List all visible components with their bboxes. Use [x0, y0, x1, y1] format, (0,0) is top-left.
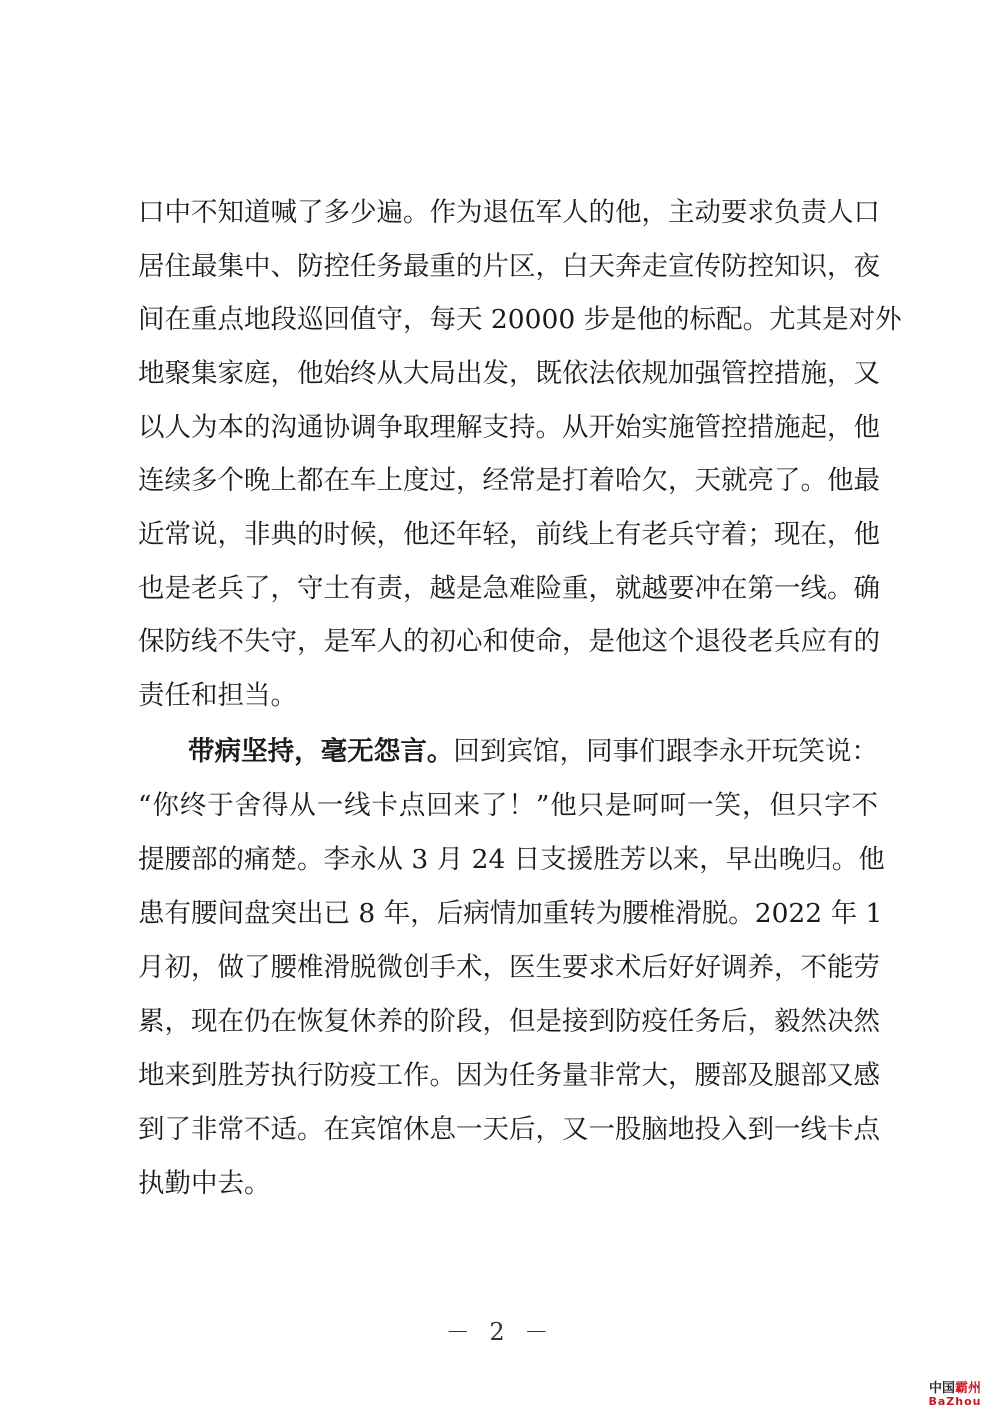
text-line: 患有腰间盘突出已 8 年，后病情加重转为腰椎滑脱。2022 年 1: [138, 898, 883, 929]
text-line: 间在重点地段巡回值守，每天 20000 步是他的标配。尤其是对外: [138, 304, 902, 335]
text-line: 保防线不失守，是军人的初心和使命，是他这个退役老兵应有的: [138, 626, 880, 657]
text-line: 连续多个晚上都在车上度过，经常是打着哈欠，天就亮了。他最: [138, 465, 880, 496]
text-line: 责任和担当。: [138, 680, 297, 711]
text-line: 近常说，非典的时候，他还年轻，前线上有老兵守着；现在，他: [138, 519, 880, 550]
text-line: 口中不知道喊了多少遍。作为退伍军人的他，主动要求负责人口: [138, 197, 880, 228]
page-number: － 2 －: [445, 1318, 555, 1346]
text-line: 地来到胜芳执行防疫工作。因为任务量非常大，腰部及腿部又感: [138, 1060, 880, 1091]
text-line: 累，现在仍在恢复休养的阶段，但是接到防疫任务后，毅然决然: [138, 1006, 880, 1037]
text-line: 以人为本的沟通协调争取理解支持。从开始实施管控措施起，他: [138, 412, 880, 443]
text-line: 执勤中去。: [138, 1168, 271, 1199]
text-line: 回到宾馆，同事们跟李永开玩笑说：: [453, 736, 879, 767]
watermark-latin: BaZhou: [928, 1394, 982, 1408]
text-line: 居住最集中、防控任务最重的片区，白天奔走宣传防控知识，夜: [138, 251, 880, 282]
site-watermark-logo: [918, 1382, 992, 1408]
paragraph-first-line: [188, 735, 878, 769]
text-line: 地聚集家庭，他始终从大局出发，既依法依规加强管控措施，又: [138, 358, 880, 389]
paragraph-heading: 带病坚持，毫无怨言。: [188, 736, 454, 767]
text-line: 到了非常不适。在宾馆休息一天后，又一股脑地投入到一线卡点: [138, 1114, 880, 1145]
watermark-title: 中国霸州: [928, 1380, 982, 1396]
text-line: 也是老兵了，守土有责，越是急难险重，就越要冲在第一线。确: [138, 573, 880, 604]
text-line: “你终于舍得从一线卡点回来了！”他只是呵呵一笑，但只字不: [138, 790, 878, 821]
text-line: 月初，做了腰椎滑脱微创手术，医生要求术后好好调养，不能劳: [138, 952, 880, 983]
text-line: 提腰部的痛楚。李永从 3 月 24 日支援胜芳以来，早出晚归。他: [138, 844, 885, 875]
